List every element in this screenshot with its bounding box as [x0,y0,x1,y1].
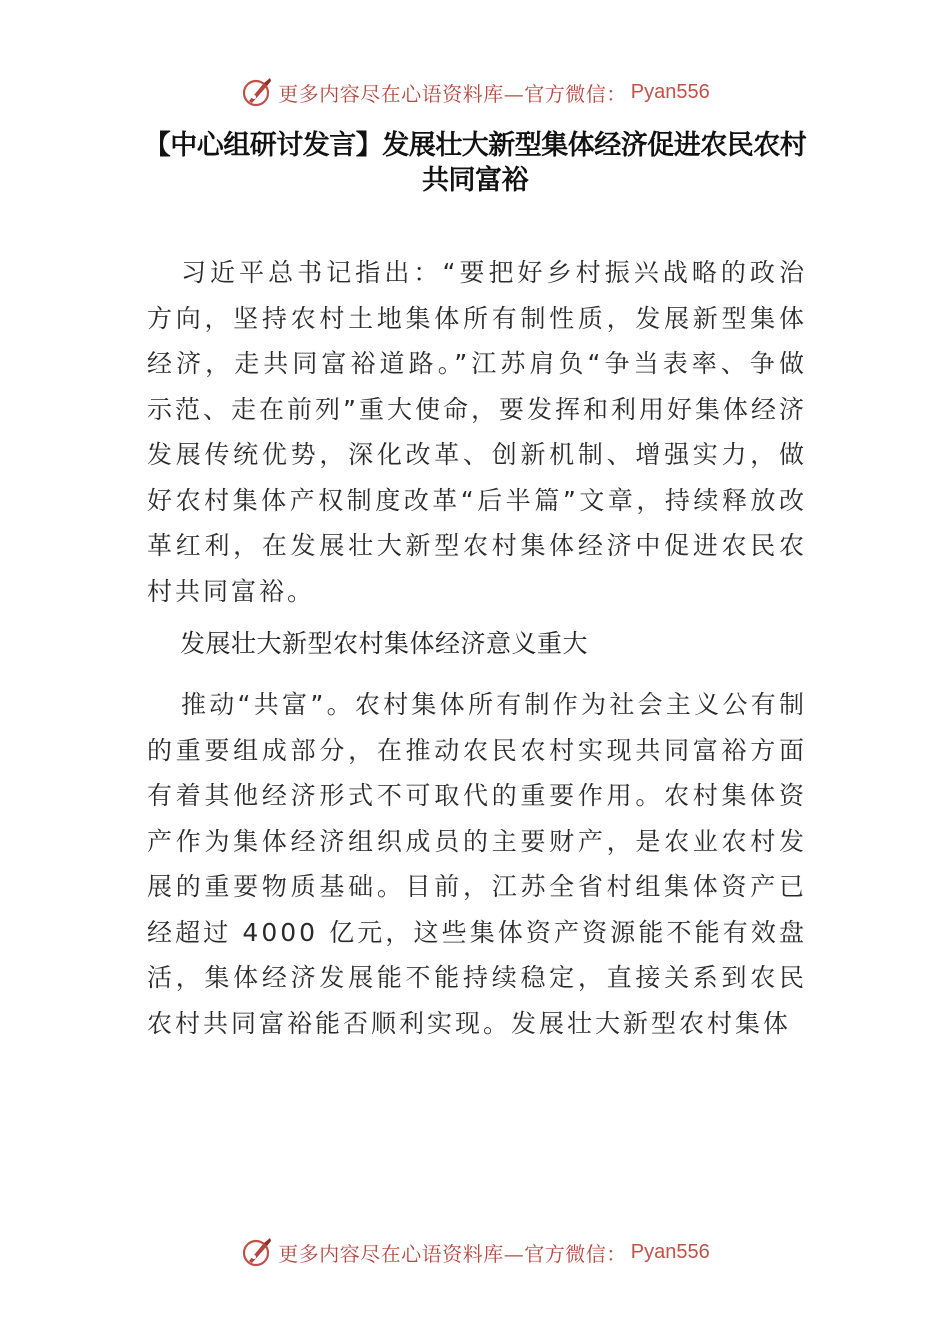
header-banner-text: 更多内容尽在心语资料库—官方微信： [278,81,627,106]
paragraph-intro: 习近平总书记指出：“要把好乡村振兴战略的政治方向，坚持农村土地集体所有制性质，发展新型集体经济，走共同富裕道路。”江苏肩负“争当表率、争做示范、走在前列”重大使命，要发挥和利用好集体经济发展传统优势，深化改革、创新机制、增强实力，做好农村集体产权制度改革“后半篇”文章，持续释放改革红利，在发展壮大新型农村集体经济中促进农民农村共同富裕。 [147,258,807,606]
fountain-pen-logo-icon [240,75,274,109]
header-banner [0,72,950,112]
document-title: 【中心组研讨发言】发展壮大新型集体经济促进农民农村共同富裕 [143,130,807,196]
footer-banner-text: 更多内容尽在心语资料库—官方微信： [278,1241,627,1266]
footer-banner-wechat-id: Pyan556 [630,1240,710,1263]
header-banner-wechat-id: Pyan556 [630,80,710,103]
paragraph-common-prosperity: 推动“共富”。农村集体所有制作为社会主义公有制的重要组成部分，在推动农民农村实现共同富裕方面有着其他经济形式不可取代的重要作用。农村集体资产作为集体经济组织成员的主要财产，是农业农村发展的重要物质基础。目前，江苏全省村组集体资产已经超过 4000 亿元，这些集体资产资源能不能有效盘活，集体经济发展能不能持续稳定，直接关系到农民农村共同富裕能否顺利实现。发展壮大新型农村集体 [147,690,807,1038]
section-heading: 发展壮大新型农村集体经济意义重大 [180,629,589,658]
footer-banner [0,1232,950,1272]
fountain-pen-logo-icon [240,1235,274,1269]
